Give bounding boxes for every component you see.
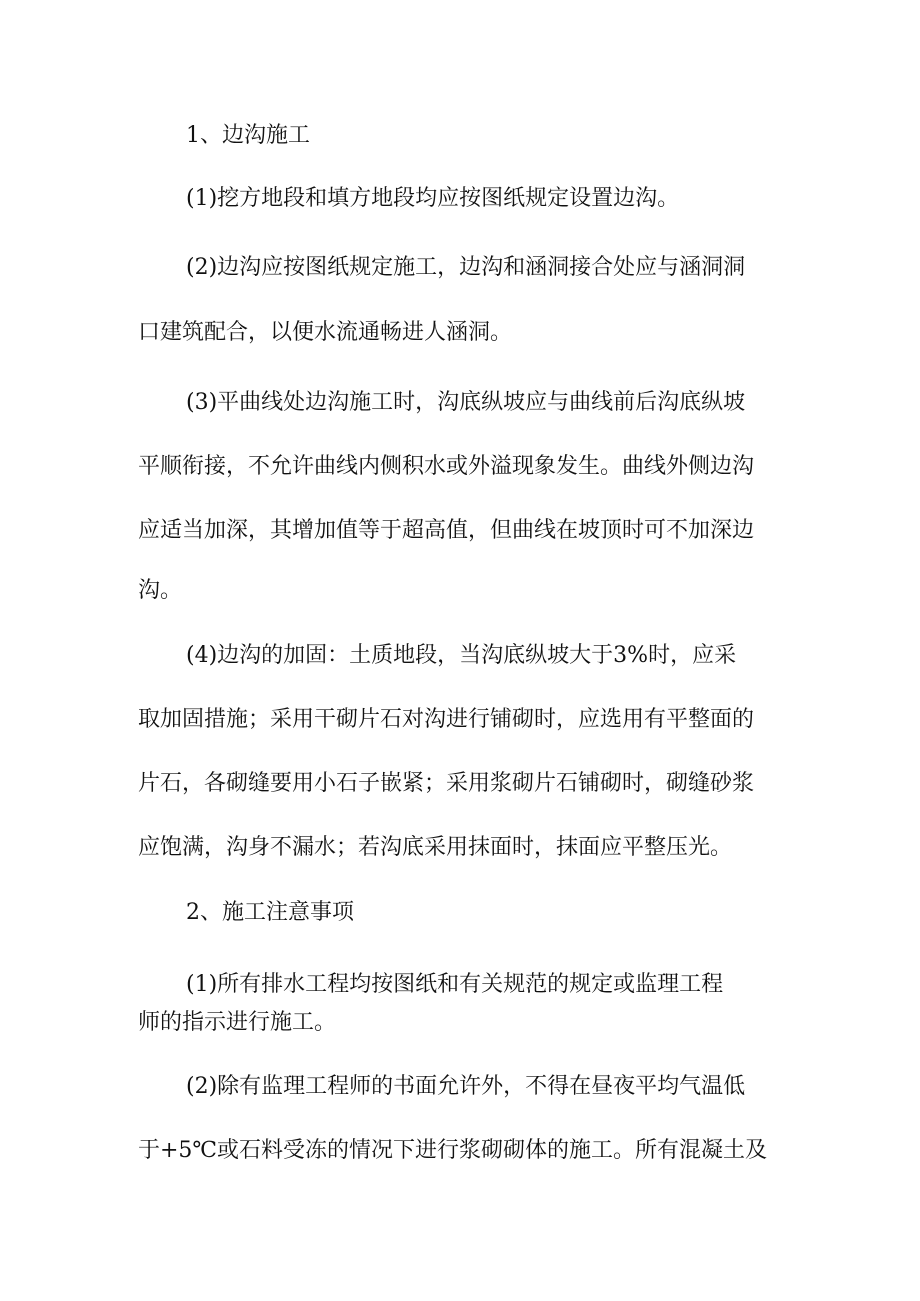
paragraph-4-line-2: 取加固措施；采用干砌片石对沟进行铺砌时，应选用有平整面的 bbox=[138, 707, 755, 732]
paragraph-3-line-1: (3)平曲线处边沟施工时，沟底纵坡应与曲线前后沟底纵坡 bbox=[186, 390, 746, 415]
paragraph-4-line-4: 应饱满，沟身不漏水；若沟底采用抹面时，抹面应平整压光。 bbox=[138, 835, 733, 860]
paragraph-4-line-3: 片石，各砌缝要用小石子嵌紧；采用浆砌片石铺砌时，砌缝砂浆 bbox=[138, 771, 755, 796]
section-heading-1: 1、边沟施工 bbox=[186, 123, 310, 148]
paragraph-3-line-2: 平顺衔接，不允许曲线内侧积水或外溢现象发生。曲线外侧边沟 bbox=[138, 454, 755, 479]
paragraph-5-line-1: (1)所有排水工程均按图纸和有关规范的规定或监理工程 bbox=[186, 972, 724, 997]
paragraph-5-line-2: 师的指示进行施工。 bbox=[138, 1010, 337, 1035]
paragraph-1-line-1: (1)挖方地段和填方地段均应按图纸规定设置边沟。 bbox=[186, 186, 680, 211]
paragraph-3-line-3: 应适当加深，其增加值等于超高值，但曲线在坡顶时可不加深边 bbox=[138, 518, 755, 543]
paragraph-2-line-2: 口建筑配合，以便水流通畅进人涵洞。 bbox=[138, 320, 513, 345]
paragraph-4-line-1: (4)边沟的加固：土质地段，当沟底纵坡大于3%时，应采 bbox=[186, 643, 737, 668]
section-heading-2: 2、施工注意事项 bbox=[186, 900, 354, 925]
paragraph-2-line-1: (2)边沟应按图纸规定施工，边沟和涵洞接合处应与涵洞洞 bbox=[186, 255, 746, 280]
paragraph-6-line-1: (2)除有监理工程师的书面允许外，不得在昼夜平均气温低 bbox=[186, 1074, 746, 1099]
paragraph-3-line-4: 沟。 bbox=[138, 578, 183, 603]
paragraph-6-line-2: 于+5℃或石料受冻的情况下进行浆砌砌体的施工。所有混凝土及 bbox=[138, 1138, 768, 1163]
